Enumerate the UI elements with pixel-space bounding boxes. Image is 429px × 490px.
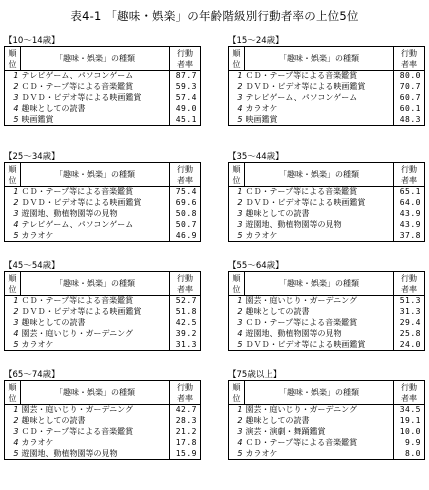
type-cell: 園芸・庭いじり・ガーデニング [21, 329, 170, 340]
age-group-label: 【25～34歳】 [4, 152, 60, 162]
table-row [5, 449, 201, 460]
type-cell: ＣＤ・テープ等による音楽鑑賞 [21, 187, 170, 198]
type-cell: テレビゲーム、パソコンゲーム [21, 71, 170, 82]
rate-header: 行動 者率 [170, 47, 201, 71]
type-header: 「趣味・娯楽」の種類 [245, 163, 394, 187]
rank-cell: 5 [229, 231, 245, 242]
rank-cell: 5 [229, 449, 245, 460]
table-row [229, 220, 425, 231]
rank-header: 順 位 [5, 47, 21, 71]
type-cell: 遊園地、動植物園等の見物 [21, 209, 170, 220]
table-row [5, 231, 201, 242]
table-row [5, 405, 201, 416]
rate-cell: 60.7 [394, 93, 425, 104]
table-row [5, 220, 201, 231]
rank-cell: 4 [5, 104, 21, 115]
type-cell: 趣味としての読書 [21, 416, 170, 427]
rate-cell: 25.8 [394, 329, 425, 340]
rate-cell: 46.9 [170, 231, 201, 242]
type-cell: ＣＤ・テープ等による音楽鑑賞 [245, 438, 394, 449]
rank-cell: 2 [5, 416, 21, 427]
age-group-label: 【65～74歳】 [4, 370, 60, 380]
table-row [5, 329, 201, 340]
type-cell: カラオケ [245, 231, 394, 242]
ranking-table [4, 380, 201, 460]
type-cell: 趣味としての読書 [245, 416, 394, 427]
rank-cell: 1 [229, 405, 245, 416]
table-row [5, 438, 201, 449]
rate-cell: 34.5 [394, 405, 425, 416]
rank-cell: 3 [5, 209, 21, 220]
type-header: 「趣味・娯楽」の種類 [245, 272, 394, 296]
table-row [229, 296, 425, 307]
ranking-table [4, 162, 201, 242]
table-row [5, 93, 201, 104]
type-cell: ＤＶＤ・ビデオ等による映画鑑賞 [245, 82, 394, 93]
ranking-table [4, 46, 201, 126]
rate-cell: 8.0 [394, 449, 425, 460]
rank-cell: 1 [229, 296, 245, 307]
type-header: 「趣味・娯楽」の種類 [21, 272, 170, 296]
rank-cell: 1 [5, 405, 21, 416]
rate-cell: 28.3 [170, 416, 201, 427]
table-row [229, 71, 425, 82]
rate-cell: 31.3 [394, 307, 425, 318]
table-row [229, 405, 425, 416]
rate-cell: 19.1 [394, 416, 425, 427]
type-cell: 映画鑑賞 [21, 115, 170, 126]
table-row [5, 416, 201, 427]
type-cell: 園芸・庭いじり・ガーデニング [21, 405, 170, 416]
table-row [229, 187, 425, 198]
type-header: 「趣味・娯楽」の種類 [21, 381, 170, 405]
table-row [229, 427, 425, 438]
age-block-15-24 [228, 36, 425, 126]
type-cell: カラオケ [21, 231, 170, 242]
rate-header: 行動 者率 [394, 381, 425, 405]
rate-cell: 21.2 [170, 427, 201, 438]
rate-header: 行動 者率 [394, 47, 425, 71]
table-row [229, 307, 425, 318]
age-block-65-74 [4, 370, 201, 460]
table-row [5, 82, 201, 93]
type-cell: ＤＶＤ・ビデオ等による映画鑑賞 [245, 340, 394, 351]
type-cell: 趣味としての読書 [21, 104, 170, 115]
rate-cell: 52.7 [170, 296, 201, 307]
table-row [229, 231, 425, 242]
age-block-55-64 [228, 261, 425, 351]
rank-cell: 3 [5, 318, 21, 329]
rank-cell: 4 [5, 220, 21, 231]
rate-cell: 51.3 [394, 296, 425, 307]
type-cell: ＤＶＤ・ビデオ等による映画鑑賞 [21, 93, 170, 104]
rank-cell: 3 [5, 427, 21, 438]
rate-cell: 48.3 [394, 115, 425, 126]
table-row [5, 187, 201, 198]
type-cell: ＣＤ・テープ等による音楽鑑賞 [245, 71, 394, 82]
rank-header: 順 位 [5, 163, 21, 187]
type-cell: ＤＶＤ・ビデオ等による映画鑑賞 [245, 198, 394, 209]
rank-cell: 2 [229, 82, 245, 93]
age-block-25-34 [4, 152, 201, 242]
rank-cell: 2 [5, 82, 21, 93]
rank-cell: 3 [229, 93, 245, 104]
type-cell: 映画鑑賞 [245, 115, 394, 126]
rate-cell: 50.7 [170, 220, 201, 231]
ranking-table [4, 271, 201, 351]
age-block-35-44 [228, 152, 425, 242]
type-header: 「趣味・娯楽」の種類 [245, 47, 394, 71]
rate-cell: 60.1 [394, 104, 425, 115]
table-row [229, 416, 425, 427]
rank-cell: 5 [5, 115, 21, 126]
ranking-table [228, 271, 425, 351]
table-row [5, 296, 201, 307]
ranking-table [228, 46, 425, 126]
table-row [5, 340, 201, 351]
rank-cell: 3 [229, 318, 245, 329]
type-cell: カラオケ [245, 449, 394, 460]
type-header: 「趣味・娯楽」の種類 [245, 381, 394, 405]
rate-cell: 80.0 [394, 71, 425, 82]
table-row [5, 71, 201, 82]
rank-cell: 3 [229, 209, 245, 220]
table-row [229, 115, 425, 126]
rate-cell: 65.1 [394, 187, 425, 198]
rate-cell: 42.5 [170, 318, 201, 329]
rate-cell: 29.4 [394, 318, 425, 329]
age-block-10-14 [4, 36, 201, 126]
type-cell: 園芸・庭いじり・ガーデニング [245, 296, 394, 307]
rate-cell: 69.6 [170, 198, 201, 209]
rate-cell: 17.8 [170, 438, 201, 449]
table-row [5, 115, 201, 126]
type-cell: 遊園地、動植物園等の見物 [245, 220, 394, 231]
rate-cell: 10.0 [394, 427, 425, 438]
rank-cell: 3 [229, 220, 245, 231]
type-cell: カラオケ [245, 104, 394, 115]
type-cell: カラオケ [21, 340, 170, 351]
type-header: 「趣味・娯楽」の種類 [21, 163, 170, 187]
ranking-table [228, 162, 425, 242]
rank-cell: 1 [5, 187, 21, 198]
rank-header: 順 位 [229, 381, 245, 405]
rate-cell: 49.0 [170, 104, 201, 115]
rank-cell: 2 [229, 416, 245, 427]
table-row [229, 318, 425, 329]
rank-cell: 4 [5, 438, 21, 449]
rate-cell: 39.2 [170, 329, 201, 340]
rate-cell: 75.4 [170, 187, 201, 198]
table-row [229, 198, 425, 209]
rate-cell: 15.9 [170, 449, 201, 460]
rank-cell: 5 [5, 231, 21, 242]
type-cell: テレビゲーム、パソコンゲーム [245, 93, 394, 104]
rank-cell: 1 [229, 71, 245, 82]
table-row [229, 104, 425, 115]
rate-header: 行動 者率 [170, 381, 201, 405]
type-cell: ＣＤ・テープ等による音楽鑑賞 [21, 296, 170, 307]
rank-cell: 2 [5, 307, 21, 318]
type-cell: 趣味としての読書 [21, 318, 170, 329]
rate-cell: 70.7 [394, 82, 425, 93]
age-block-75-plus [228, 370, 425, 460]
rate-cell: 43.9 [394, 209, 425, 220]
rank-header: 順 位 [5, 272, 21, 296]
table-row [229, 329, 425, 340]
table-row [5, 427, 201, 438]
type-cell: ＣＤ・テープ等による音楽鑑賞 [245, 318, 394, 329]
rank-cell: 4 [229, 104, 245, 115]
ranking-table [228, 380, 425, 460]
type-cell: 演芸・演劇・舞踊鑑賞 [245, 427, 394, 438]
table-row [229, 340, 425, 351]
rank-cell: 4 [229, 329, 245, 340]
rank-header: 順 位 [229, 163, 245, 187]
table-row [5, 318, 201, 329]
table-row [229, 93, 425, 104]
type-cell: 趣味としての読書 [245, 209, 394, 220]
rate-header: 行動 者率 [394, 272, 425, 296]
age-group-label: 【10～14歳】 [4, 36, 60, 46]
rank-header: 順 位 [229, 47, 245, 71]
rank-cell: 4 [229, 438, 245, 449]
table-row [229, 209, 425, 220]
type-cell: ＤＶＤ・ビデオ等による映画鑑賞 [21, 198, 170, 209]
rank-cell: 4 [5, 329, 21, 340]
rank-cell: 2 [229, 198, 245, 209]
table-row [229, 449, 425, 460]
age-block-45-54 [4, 261, 201, 351]
table-row [5, 198, 201, 209]
rate-cell: 37.8 [394, 231, 425, 242]
rank-cell: 5 [229, 340, 245, 351]
rate-cell: 51.8 [170, 307, 201, 318]
type-cell: カラオケ [21, 438, 170, 449]
type-cell: テレビゲーム、パソコンゲーム [21, 220, 170, 231]
rate-cell: 59.3 [170, 82, 201, 93]
type-header: 「趣味・娯楽」の種類 [21, 47, 170, 71]
rank-cell: 2 [5, 198, 21, 209]
rate-cell: 64.0 [394, 198, 425, 209]
table-row [5, 307, 201, 318]
type-cell: 遊園地、動植物園等の見物 [21, 449, 170, 460]
rate-header: 行動 者率 [170, 272, 201, 296]
rank-cell: 5 [5, 449, 21, 460]
age-group-label: 【55～64歳】 [228, 261, 284, 271]
rate-header: 行動 者率 [394, 163, 425, 187]
type-cell: ＤＶＤ・ビデオ等による映画鑑賞 [21, 307, 170, 318]
rank-cell: 1 [5, 71, 21, 82]
type-cell: 園芸・庭いじり・ガーデニング [245, 405, 394, 416]
rank-cell: 3 [5, 93, 21, 104]
rank-cell: 1 [229, 187, 245, 198]
age-group-label: 【45～54歳】 [4, 261, 60, 271]
rate-cell: 24.0 [394, 340, 425, 351]
table-row [5, 209, 201, 220]
table-row [229, 438, 425, 449]
rate-cell: 45.1 [170, 115, 201, 126]
rank-cell: 1 [5, 296, 21, 307]
rank-cell: 3 [229, 427, 245, 438]
rate-cell: 9.9 [394, 438, 425, 449]
rate-cell: 57.4 [170, 93, 201, 104]
type-cell: ＣＤ・テープ等による音楽鑑賞 [21, 82, 170, 93]
table-row [5, 104, 201, 115]
type-cell: 趣味としての読書 [245, 307, 394, 318]
type-cell: 遊園地、動植物園等の見物 [245, 329, 394, 340]
rate-cell: 43.9 [394, 220, 425, 231]
rate-cell: 50.8 [170, 209, 201, 220]
rank-cell: 5 [229, 115, 245, 126]
rank-header: 順 位 [5, 381, 21, 405]
rank-header: 順 位 [229, 272, 245, 296]
table-row [229, 82, 425, 93]
type-cell: ＣＤ・テープ等による音楽鑑賞 [245, 187, 394, 198]
type-cell: ＣＤ・テープ等による音楽鑑賞 [21, 427, 170, 438]
page-title: 表4-1 「趣味・娯楽」の年齢階級別行動者率の上位5位 [70, 9, 359, 23]
rate-cell: 87.7 [170, 71, 201, 82]
age-group-label: 【75歳以上】 [228, 370, 282, 380]
age-group-label: 【35～44歳】 [228, 152, 284, 162]
rank-cell: 5 [5, 340, 21, 351]
rate-cell: 42.7 [170, 405, 201, 416]
rank-cell: 2 [229, 307, 245, 318]
rate-header: 行動 者率 [170, 163, 201, 187]
age-group-label: 【15～24歳】 [228, 36, 284, 46]
rate-cell: 31.3 [170, 340, 201, 351]
